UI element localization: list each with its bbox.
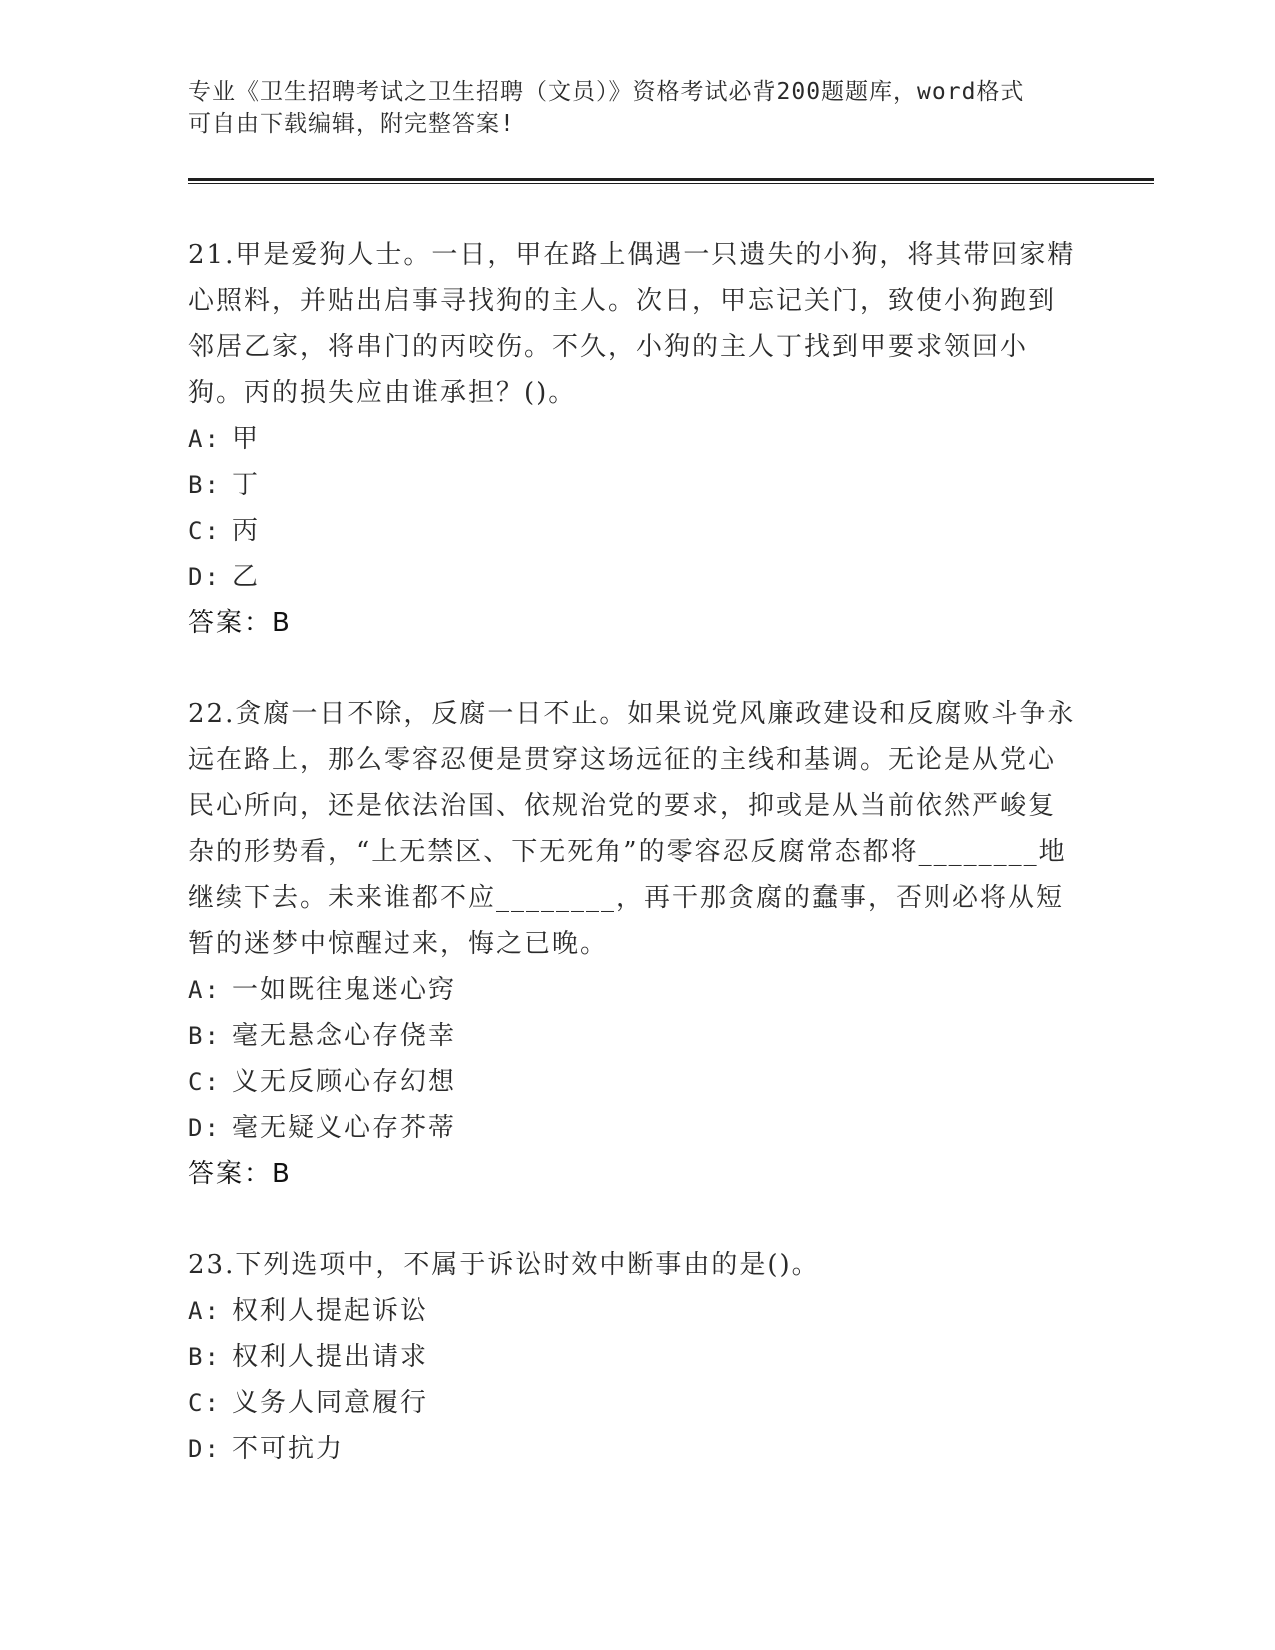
question-23 [188, 1242, 1078, 1472]
option-text: 义务人同意履行 [232, 1388, 429, 1418]
option-text: 甲 [232, 424, 261, 454]
option-letter: A: [188, 976, 221, 1004]
option-letter: C: [188, 517, 221, 545]
option-text: 丙 [232, 516, 261, 546]
option-letter: D: [188, 1114, 221, 1142]
option-text: 丁 [232, 470, 261, 500]
option-text: 权利人提起诉讼 [232, 1296, 429, 1326]
option-letter: A: [188, 425, 221, 453]
option-a [188, 1288, 1078, 1334]
header-line-2: 可自由下载编辑，附完整答案! [188, 111, 515, 137]
option-text: 义无反顾心存幻想 [232, 1067, 457, 1097]
option-text: 毫无悬念心存侥幸 [232, 1021, 457, 1051]
option-d [188, 1105, 1078, 1151]
option-b [188, 1013, 1078, 1059]
answer-line: 答案：B [188, 608, 292, 638]
option-b [188, 462, 1078, 508]
option-c [188, 508, 1078, 554]
option-letter: B: [188, 471, 221, 499]
document-header [188, 76, 1088, 140]
option-text: 乙 [232, 562, 261, 592]
question-stem: 22.贪腐一日不除，反腐一日不止。如果说党风廉政建设和反腐败斗争永远在路上，那么零容忍便是贯穿这场远征的主线和基调。无论是从党心民心所向，还是依法治国、依规治党的要求，抑或是从当前依然严峻复杂的形势看，“上无禁区、下无死角”的零容忍反腐常态都将________地继续下去。未来谁都不应________，再干那贪腐的蠢事，否则必将从短暂的迷梦中惊醒过来，悔之已晚。 [188, 699, 1076, 959]
answer-line: 答案：B [188, 1159, 292, 1189]
option-d [188, 1426, 1078, 1472]
option-text: 不可抗力 [232, 1434, 345, 1464]
header-divider-thick [188, 178, 1154, 181]
option-d [188, 554, 1078, 600]
option-letter: C: [188, 1389, 221, 1417]
option-text: 权利人提出请求 [232, 1342, 429, 1372]
option-text: 毫无疑义心存芥蒂 [232, 1113, 457, 1143]
option-letter: B: [188, 1343, 221, 1371]
option-letter: B: [188, 1022, 221, 1050]
question-stem: 21.甲是爱狗人士。一日，甲在路上偶遇一只遗失的小狗，将其带回家精心照料，并贴出启事寻找狗的主人。次日，甲忘记关门，致使小狗跑到邻居乙家，将串门的丙咬伤。不久，小狗的主人丁找到甲要求领回小狗。丙的损失应由谁承担？()。 [188, 240, 1076, 408]
option-a [188, 967, 1078, 1013]
option-letter: A: [188, 1297, 221, 1325]
option-letter: D: [188, 1435, 221, 1463]
header-line-1: 专业《卫生招聘考试之卫生招聘（文员）》资格考试必背200题题库，word格式 [188, 79, 1025, 105]
question-22 [188, 691, 1078, 1197]
option-a [188, 416, 1078, 462]
question-stem: 23.下列选项中，不属于诉讼时效中断事由的是()。 [188, 1250, 820, 1280]
question-21 [188, 232, 1078, 646]
option-c [188, 1380, 1078, 1426]
header-divider-thin [188, 183, 1154, 184]
option-c [188, 1059, 1078, 1105]
option-text: 一如既往鬼迷心窍 [232, 975, 457, 1005]
option-letter: D: [188, 563, 221, 591]
option-letter: C: [188, 1068, 221, 1096]
option-b [188, 1334, 1078, 1380]
